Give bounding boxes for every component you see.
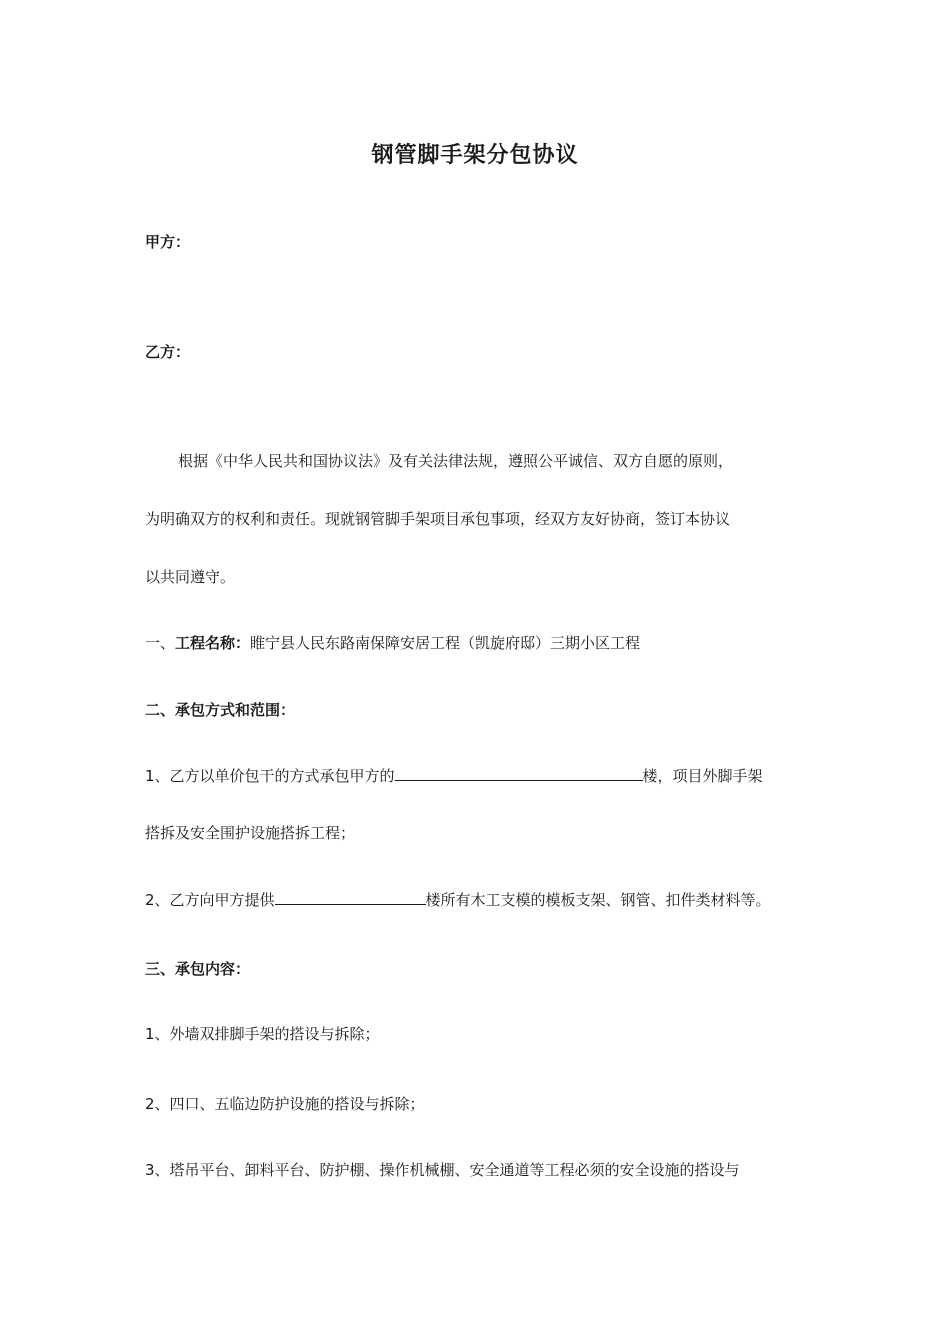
intro-line-2: 为明确双方的权利和责任。现就钢管脚手架项目承包事项，经双方友好协商，签订本协议	[145, 510, 731, 528]
party-a-label: 甲方：	[145, 233, 191, 251]
item-3-3: 3、塔吊平台、卸料平台、防护棚、操作机械棚、安全通道等工程必须的安全设施的搭设与	[145, 1161, 740, 1179]
item-2-1-text-after: 楼，项目外脚手架	[642, 767, 763, 785]
section-3-heading: 三、承包内容：	[145, 960, 251, 978]
item-2-2-blank-field	[275, 889, 426, 905]
item-2-1-blank-field	[395, 765, 643, 781]
section-1-value: 睢宁县人民东路南保障安居工程（凯旋府邸）三期小区工程	[250, 634, 641, 652]
document-title: 钢管脚手架分包协议	[371, 143, 579, 168]
item-2-1-line-2: 搭拆及安全围护设施搭拆工程；	[145, 824, 356, 842]
item-2-1	[145, 765, 763, 786]
section-1-label: 工程名称：	[175, 634, 251, 652]
section-2-heading: 二、承包方式和范围：	[145, 701, 296, 719]
item-2-2-text-after: 楼所有木工支模的模板支架、钢管、扣件类材料等。	[425, 891, 771, 909]
item-2-2	[145, 889, 771, 910]
intro-line-1: 根据《中华人民共和国协议法》及有关法律法规，遵照公平诚信、双方自愿的原则，	[178, 452, 734, 470]
section-1	[145, 633, 640, 653]
party-b-label: 乙方：	[145, 343, 191, 361]
item-2-1-text-before: 1、乙方以单价包干的方式承包甲方的	[145, 767, 395, 785]
item-3-1: 1、外墙双排脚手架的搭设与拆除；	[145, 1025, 380, 1043]
item-3-2: 2、四口、五临边防护设施的搭设与拆除；	[145, 1095, 425, 1113]
section-1-prefix: 一、	[145, 634, 176, 652]
item-2-2-text-before: 2、乙方向甲方提供	[145, 891, 275, 909]
intro-line-3: 以共同遵守。	[145, 568, 236, 586]
